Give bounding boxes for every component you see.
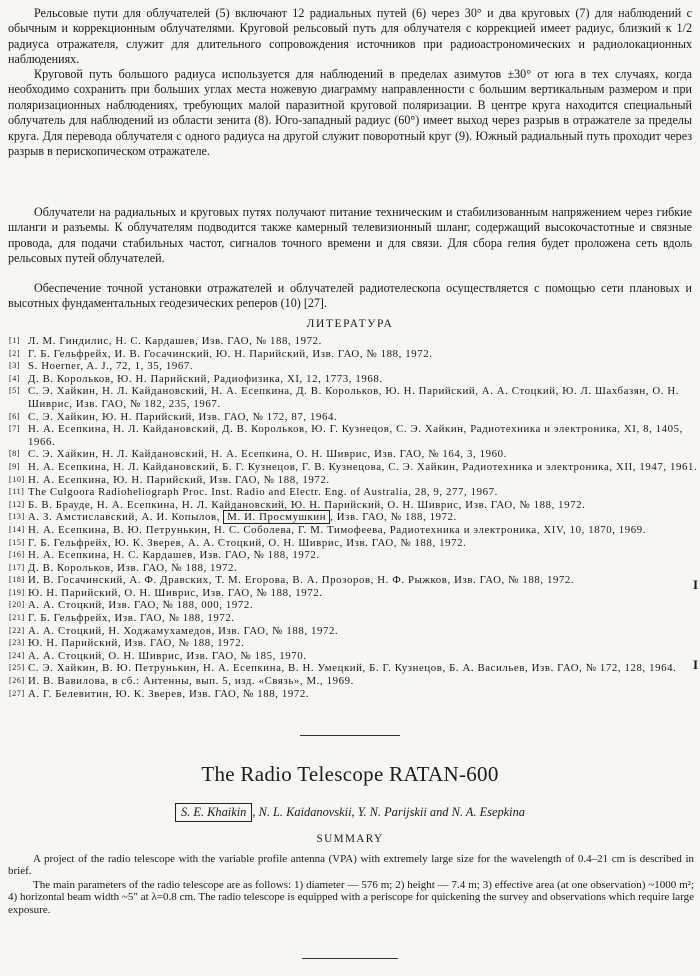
reference-text: Д. В. Корольков, Ю. Н. Парийский, Радиофизика, XI, 12, 1773, 1968. <box>28 372 383 385</box>
reference-item <box>9 625 699 638</box>
reference-text: С. Э. Хайкин, В. Ю. Петрунькин, Н. А. Есепкина, В. Н. Умецкий, Б. Г. Кузнецов, Б. А. Васильев, Изв. ГАО, № 172, 128, 1964. <box>28 662 677 675</box>
reference-item <box>9 511 699 524</box>
authors-rest: , N. L. Kaidanovskii, Y. N. Parijskii and N. A. Esepkina <box>252 805 525 819</box>
reference-item <box>9 335 699 348</box>
reference-text <box>28 511 699 524</box>
reference-number: [17] <box>9 562 25 572</box>
reference-text: Н. А. Есепкина, Н. Л. Кайдановский, Д. В. Корольков, Ю. Г. Кузнецов, С. Э. Хайкин, Радиотехника и электроника, XI, 8, 1405, 1966. <box>28 423 687 448</box>
reference-text: The Culgoora Radioheliograph Proc. Inst. Radio and Electr. Eng. of Australia, 28, 9, 277, 1967. <box>28 486 498 499</box>
reference-number: [6] <box>9 411 21 421</box>
reference-number: [25] <box>9 663 25 673</box>
reference-item <box>9 612 699 625</box>
reference-item <box>9 688 699 701</box>
reference-text: С. Э. Хайкин, Н. Л. Кайдановский, Н. А. Есепкина, О. Н. Шиврис, Изв. ГАО, № 164, 3, 1960. <box>28 448 507 461</box>
reference-boxed-author: М. И. Просмушкин <box>223 510 330 524</box>
reference-number: [4] <box>9 373 21 383</box>
reference-number: [8] <box>9 449 21 459</box>
reference-number: [9] <box>9 461 21 471</box>
reference-item <box>9 474 699 487</box>
reference-text: А. Г. Белевитин, Ю. К. Зверев, Изв. ГАО, № 188, 1972. <box>28 687 310 700</box>
body-paragraph-1: Рельсовые пути для облучателей (5) включают 12 радиальных путей (6) через 30° и два круговых (7) для наблюдений с обычным и коррекционным облучателями. Круговой рельсовый путь для облучателя с коррекцией имеет радиус, близкий к 1/2 радиуса отражателя, служит для длительного сопровождения источников при радиоастрономических и радиолокационных наблюдениях. <box>8 6 692 67</box>
reference-item <box>9 448 699 461</box>
reference-item <box>9 650 699 663</box>
reference-item <box>9 360 699 373</box>
reference-item <box>9 411 699 424</box>
reference-text: Ю. Н. Парийский, О. Н. Шиврис, Изв. ГАО, № 188, 1972. <box>28 586 323 599</box>
body-paragraph-3: Облучатели на радиальных и круговых путях получают питание техническим и стабилизованным напряжением через гибкие шланги и разъемы. К облучателям подводится также камерный телевизионный шланг, содержащий высокочастотные и связные провода, для подачи стабильных частот, сигналов точного времени и для связи. Для сбора гелия будет проложена сеть вдоль рельсовых путей облучателей. <box>8 205 692 266</box>
reference-number: [2] <box>9 348 21 358</box>
reference-text: А. А. Стоцкий, О. Н. Шиврис, Изв. ГАО, № 185, 1970. <box>28 649 307 662</box>
reference-number: [15] <box>9 537 25 547</box>
reference-number: [16] <box>9 550 25 560</box>
reference-text: Г. Б. Гельфрейх, И. В. Госачинский, Ю. Н. Парийский, Изв. ГАО, № 188, 1972. <box>28 347 433 360</box>
reference-number: [3] <box>9 361 21 371</box>
reference-text: С. Э. Хайкин, Н. Л. Кайдановский, Н. А. Есепкина, Д. В. Корольков, Ю. Н. Парийский, А. А. Стоцкий, Ю. Л. Шахбазян, О. Н. Шиврис, Изв. ГАО, № 182, 235, 1967. <box>28 385 683 410</box>
reference-text: Н. А. Есепкина, Ю. Н. Парийский, Изв. ГАО, № 188, 1972. <box>28 473 330 486</box>
body-paragraph-4: Обеспечение точной установки отражателей и облучателей радиотелескопа осуществляется с помощью сети плановых и высотных фундаментальных геодезических реперов (10) [27]. <box>8 281 692 311</box>
reference-number: [22] <box>9 625 25 635</box>
reference-item <box>9 662 699 675</box>
reference-item <box>9 524 699 537</box>
reference-item <box>9 549 699 562</box>
reference-item <box>9 537 699 550</box>
reference-item <box>9 486 699 499</box>
reference-number: [18] <box>9 575 25 585</box>
margin-mark: I <box>693 577 699 592</box>
reference-text: А. А. Стоцкий, Изв. ГАО, № 188, 000, 1972. <box>28 599 254 612</box>
reference-number: [23] <box>9 638 25 648</box>
reference-item <box>9 587 699 600</box>
reference-text: А. А. Стоцкий, Н. Ходжамухамедов, Изв. ГАО, № 188, 1972. <box>28 624 339 637</box>
reference-text: Н. А. Есепкина, В. Ю. Петрунькин, Н. С. Соболева, Г. М. Тимофеева, Радиотехника и электроника, XIV, 10, 1870, 1969. <box>28 523 647 536</box>
reference-item <box>9 461 699 474</box>
reference-item <box>9 423 699 448</box>
author-boxed: S. E. Khaikin <box>175 803 252 822</box>
reference-number: [1] <box>9 336 21 345</box>
reference-number: [20] <box>9 600 25 610</box>
reference-text: S. Hoerner, A. J., 72, 1, 35, 1967. <box>28 360 194 373</box>
reference-number: [26] <box>9 676 25 686</box>
reference-text: Б. В. Брауде, Н. А. Есепкина, Н. Л. Кайдановский, Ю. Н. Парийский, О. Н. Шиврис, Изв. ГАО, № 188, 1972. <box>28 498 586 511</box>
reference-text: Ю. Н. Парийский, Изв. ГАО, № 188, 1972. <box>28 637 245 650</box>
reference-item <box>9 373 699 386</box>
summary-paragraph-2: The main parameters of the radio telescope are as follows: 1) diameter — 576 m; 2) height — 7.4 m; 3) effective area (at one observation) ~1000 m²; 4) horizontal beam width ~5″ at λ=0.8 cm. The radio telescope is equipped with a periscope for quickening the survey and observations which require large exposure. <box>8 879 694 916</box>
reference-item <box>9 599 699 612</box>
english-title: The Radio Telescope RATAN-600 <box>201 762 499 786</box>
reference-text: И. В. Вавилова, в сб.: Антенны, вып. 5, изд. «Связь», М., 1969. <box>28 675 354 688</box>
reference-text: Л. М. Гиндилис, Н. С. Кардашев, Изв. ГАО, № 188, 1972. <box>28 335 322 347</box>
reference-text: Г. Б. Гельфрейх, Изв. ГАО, № 188, 1972. <box>28 612 235 625</box>
reference-text: Н. А. Есепкина, Н. С. Кардашев, Изв. ГАО, № 188, 1972. <box>28 549 320 562</box>
reference-text: Г. Б. Гельфрейх, Ю. К. Зверев, А. А. Стоцкий, О. Н. Шиврис, Изв. ГАО, № 188, 1972. <box>28 536 467 549</box>
reference-text-part: , Изв. ГАО, № 188, 1972. <box>330 511 457 524</box>
reference-text: С. Э. Хайкин, Ю. Н. Парийский, Изв. ГАО, № 172, 87, 1964. <box>28 410 338 423</box>
reference-text: Н. А. Есепкина, Н. Л. Кайдановский, Б. Г. Кузнецов, Г. В. Кузнецова, С. Э. Хайкин, Радиотехника и электроника, XII, 1947, 1961. <box>28 460 698 473</box>
reference-number: [13] <box>9 512 25 522</box>
english-authors <box>0 803 700 822</box>
margin-mark: I <box>693 657 699 672</box>
reference-number: [5] <box>9 386 21 396</box>
reference-item <box>9 385 699 410</box>
reference-number: [10] <box>9 474 25 484</box>
reference-number: [14] <box>9 524 25 534</box>
literature-heading: ЛИТЕРАТУРА <box>306 318 394 330</box>
reference-text: Д. В. Корольков, Изв. ГАО, № 188, 1972. <box>28 561 238 574</box>
summary-heading: SUMMARY <box>316 833 384 845</box>
reference-number: [11] <box>9 487 25 497</box>
body-paragraph-2: Круговой путь большого радиуса используется для наблюдений в пределах азимутов ±30° от юга в тех случаях, когда необходимо сохранить при больших углах места ножевую диаграмму направленности с большим вертикальным размером и при поляризационных наблюдениях, требующих малой паразитной круговой поляризации. В центре круга находится специальный облучатель для наблюдений из области зенита (8). Юго-западный радиус (60°) имеет выход через разрыв в отражателе за пределы круга. Для перевода облучателя с одного радиуса на другой служит поворотный круг (9). Южный радиальный путь проходит через разрыв в перископическом отражателе. <box>8 67 692 159</box>
reference-number: [24] <box>9 650 25 660</box>
reference-item <box>9 562 699 575</box>
reference-number: [27] <box>9 688 25 698</box>
reference-item <box>9 637 699 650</box>
reference-text: И. В. Госачинский, А. Ф. Дравских, Т. М. Егорова, В. А. Прозоров, Н. Ф. Рыжков, Изв. ГАО, № 188, 1972. <box>28 574 575 587</box>
reference-item <box>9 348 699 361</box>
summary-paragraph-1: A project of the radio telescope with the variable profile antenna (VPA) with extremely large size for the wavelength of 0.4–21 cm is described in brief. <box>8 853 694 878</box>
reference-number: [19] <box>9 587 25 597</box>
reference-number: [7] <box>9 424 21 434</box>
section-divider <box>300 735 400 736</box>
reference-text-part: А. З. Амстиславский, А. И. Копылов, <box>28 511 224 524</box>
reference-number: [12] <box>9 499 25 509</box>
reference-number: [21] <box>9 613 25 623</box>
reference-item <box>9 574 699 587</box>
reference-item <box>9 499 699 512</box>
reference-list <box>9 335 699 700</box>
end-divider <box>302 958 398 959</box>
reference-item <box>9 675 699 688</box>
